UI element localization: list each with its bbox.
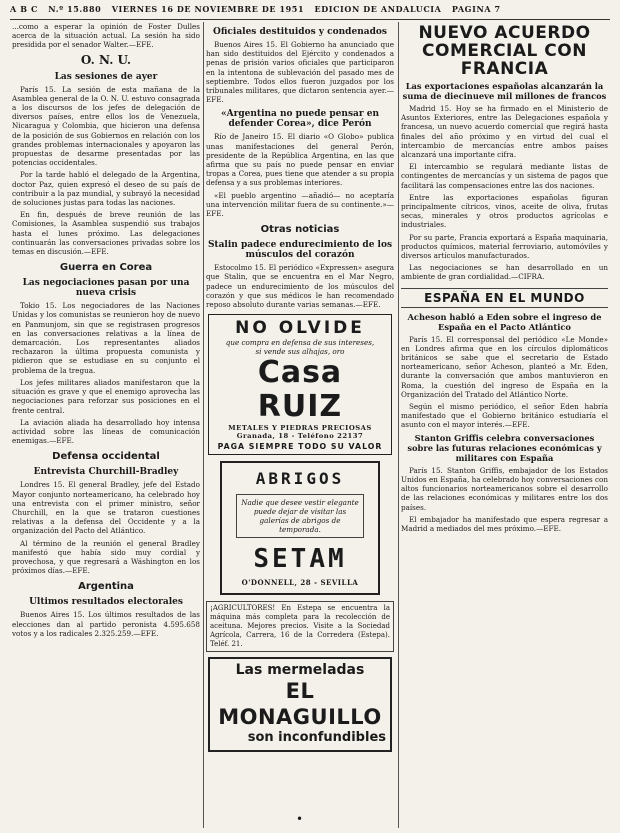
- article-text: Por su parte, Francia exportará a España maquinaria, productos químicos, material ferroviario, automóviles y diversos artículos manufacturados.: [401, 232, 608, 261]
- page-header: [10, 4, 610, 18]
- article-subheading: Acheson habló a Eden sobre el ingreso de España en el Pacto Atlántico: [407, 311, 602, 332]
- advertisement-setam: [220, 461, 380, 595]
- section-heading: O. N. U.: [80, 52, 132, 67]
- advertisement-monaguillo: [208, 657, 392, 752]
- page-number: PAGINA 7: [451, 4, 501, 14]
- article-text: Al término de la reunión el general Bradley manifestó que había sido muy cordial y provechosa, y que regresará a Wáshington en los próximos días.—EFE.: [12, 538, 200, 576]
- paper-name: A B C: [10, 4, 38, 14]
- ad-tagline: PAGA SIEMPRE TODO SU VALOR: [217, 442, 383, 452]
- article-subheading: Stalin padece endurecimiento de los músculos del corazón: [207, 240, 393, 261]
- article-subheading: Ultimos resultados electorales: [29, 597, 183, 608]
- section-heading: Guerra en Corea: [59, 262, 153, 274]
- column-right: [401, 22, 608, 828]
- section-heading: Defensa occidental: [52, 451, 160, 463]
- article-text: Londres 15. El general Bradley, jefe del Estado Mayor conjunto norteamericano, ha celebrado hoy una entrevista con el primer ministro, señor Churchill, en la que se trataron cuestiones relativas a la defensa del Occidente y a la organización del Pacto del Atlántico.: [12, 480, 200, 536]
- article-text: Río de Janeiro 15. El diario «O Globo» publica unas manifestaciones del general Perón, presidente de la República Argentina, en las que afirma que su país no puede pensar en enviar tropas a Corea, pues tiene que atender a su propia defensa y a sus problemas interiores.: [206, 132, 394, 188]
- article-text: La aviación aliada ha desarrollado hoy intensa actividad sobre las líneas de comunicación enemigas.—EFE.: [12, 417, 200, 446]
- article-heading: «Argentina no puede pensar en defender Corea», dice Perón: [221, 109, 379, 130]
- header-rule: [10, 19, 610, 20]
- article-text: Los jefes militares aliados manifestaron que la situación es grave y que el enemigo aprovecha las negociaciones para reforzar sus posiciones en el frente central.: [12, 377, 200, 415]
- ad-brand: SETAM: [253, 544, 347, 575]
- article-text: En fin, después de breve reunión de las Comisiones, la Asamblea suspendió sus trabajos hasta el lunes próximo. Las delegaciones continuarán las conversaciones privadas sobre los temas en discusión.—EFE.: [12, 210, 200, 257]
- issue-number: N.º 15.880: [48, 4, 102, 14]
- article-text: Estocolmo 15. El periódico «Expressen» asegura que Stalin, que se encuentra en el Mar Negro, padece un endurecimiento de los músculos del corazón y que sus médicos le han recomendado reposo absoluto durante varias semanas.—EFE.: [206, 263, 394, 310]
- article-subheading: Las negociaciones pasan por una nueva crisis: [22, 278, 190, 299]
- section-heading: Argentina: [78, 581, 134, 593]
- ad-text: que compra en defensa de sus intereses,: [225, 338, 375, 348]
- article-text: Tokio 15. Los negociadores de las Naciones Unidas y los comunistas se reunieron hoy de nuevo en Panmunjom, sin que se registrasen progresos en las conversaciones relativas a la línea de demarcación. Los representantes aliados rechazaron la última propuesta comunista y pidieron que se estudiase en su conjunto el problema de la tregua.: [12, 301, 200, 375]
- ad-tagline: son inconfundibles: [247, 730, 386, 746]
- article-text: París 15. La sesión de esta mañana de la Asamblea general de la O. N. U. estuvo consagrada a los discursos de los jefes de delegación de diversos países, entre ellos los de Venezuela, Nicaragua y Colombia, que hicieron una defensa de la posición de sus Gobiernos en relación con los grandes problemas internacionales y apoyaron las propuestas de desarme presentadas por las potencias occidentales.: [12, 84, 200, 168]
- article-text: Madrid 15. Hoy se ha firmado en el Ministerio de Asuntos Exteriores, entre las Delegaciones española y francesa, un nuevo acuerdo comercial que regirá hasta finales del año próximo y en virtud del cual el intercambio de mercancías entre ambos países alcanzará una importante cifra.: [401, 104, 608, 160]
- column-rule: [398, 22, 399, 828]
- section-heading: Otras noticias: [260, 224, 340, 236]
- article-subheading: Stanton Griffis celebra conversaciones sobre las futuras relaciones económicas y militares con España: [407, 432, 602, 463]
- print-mark-icon: •: [296, 812, 304, 826]
- article-text: Buenos Aires 15. El Gobierno ha anunciado que han sido destituidos del Ejército y condenados a penas de prisión varios oficiales que participaron en la intentona de sublevación del pasado mes de septiembre. Todos ellos fueron juzgados por los tribunales militares, que dictaron sentencia ayer.—EFE.: [206, 40, 394, 105]
- article-text: El embajador ha manifestado que espera regresar a Madrid a mediados del mes próximo.—EFE.: [401, 514, 608, 533]
- ad-address: O'DONNELL, 28 - SEVILLA: [241, 578, 359, 588]
- issue-date: VIERNES 16 DE NOVIEMBRE DE 1951: [111, 4, 305, 14]
- ad-text: si vende sus alhajas, oro: [255, 347, 345, 357]
- article-heading: Oficiales destituidos y condenados: [213, 27, 387, 37]
- article-subheading: Las sesiones de ayer: [54, 71, 158, 82]
- advertisement-casa-ruiz: [208, 314, 392, 455]
- classified-notice: ¡AGRICULTORES! En Estepa se encuentra la máquina más completa para la recolección de aceituna. Mejores precios. Visite a la Sociedad Agrícola, Carrera, 16 de la Corredera (Estepa). Teléf. 21.: [206, 601, 394, 652]
- article-text: Entre las exportaciones españolas figuran principalmente cítricos, vinos, aceite de oliva, frutas secas, minerales y otros productos agrícolas e industriales.: [401, 192, 608, 230]
- article-subheading: Las exportaciones españolas alcanzarán la suma de diecinueve mil millones de francos: [402, 81, 607, 101]
- article-text: «El pueblo argentino —añadió— no aceptaría una intervención militar fuera de su continente.»—EFE.: [206, 190, 394, 219]
- ad-text: METALES Y PIEDRAS PRECIOSAS: [228, 424, 372, 433]
- article-text: Buenos Aires 15. Los últimos resultados de las elecciones dan al partido peronista 4.595.658 votos y a los radicales 2.325.259.—EFE.: [12, 610, 200, 638]
- ad-text: Las mermeladas: [235, 662, 365, 679]
- article-text: El intercambio se regulará mediante listas de contingentes de mercancías y un sistema de pagos que facilitará las compensaciones entre las dos naciones.: [401, 162, 608, 190]
- article-text: ...como a esperar la opinión de Foster Dulles acerca de la situación actual. La sesión ha sido presidida por el senador Walter.—EFE.: [12, 22, 200, 50]
- article-text: Las negociaciones se han desarrollado en un ambiente de gran cordialidad.—CIFRA.: [401, 263, 608, 282]
- article-text: París 15. Stanton Griffis, embajador de los Estados Unidos en España, ha celebrado hoy conversaciones con altos funcionarios norteamericanos sobre el desarrollo de las relaciones económicas y militares entre los dos países.: [401, 465, 608, 512]
- ad-address: Granada, 18 - Teléfono 22137: [236, 432, 364, 441]
- main-headline: NUEVO ACUERDO COMERCIAL CON FRANCIA: [418, 23, 591, 79]
- article-text: París 15. El corresponsal del periódico «Le Monde» en Londres afirma que en los círculos diplomáticos británicos se sabe que el secretario de Estado norteamericano, señor Acheson, planteó a Mr. Eden, durante la conversación que ambos mantuvieron en Roma, la cuestión del ingreso de España en la Organización del Tratado del Atlántico Norte.: [401, 334, 608, 399]
- column-left: [12, 22, 200, 828]
- column-middle: [206, 22, 394, 828]
- article-subheading: Entrevista Churchill-Bradley: [33, 467, 179, 478]
- ad-headline: ABRIGOS: [255, 469, 345, 489]
- ad-brand: EL MONAGUILLO: [218, 679, 382, 730]
- ad-headline: NO OLVIDE: [235, 318, 365, 339]
- article-text: Por la tarde habló el delegado de la Argentina, doctor Paz, quien expresó el deseo de su país de contribuir a la paz mundial, y subrayó la necesidad de soluciones justas para todas las naciones.: [12, 170, 200, 208]
- ad-text: Nadie que desee vestir elegante puede dejar de visitar las galerías de abrigos de temporada.: [236, 494, 364, 538]
- edition-label: EDICION DE ANDALUCIA: [314, 4, 442, 14]
- ad-brand: Casa RUIZ: [257, 355, 343, 425]
- section-banner: ESPAÑA EN EL MUNDO: [401, 288, 608, 308]
- column-rule: [203, 22, 204, 828]
- article-text: Según el mismo periódico, el señor Eden habría manifestado que el Gobierno británico estudiaría el asunto con el mayor interés.—EFE.: [401, 402, 608, 430]
